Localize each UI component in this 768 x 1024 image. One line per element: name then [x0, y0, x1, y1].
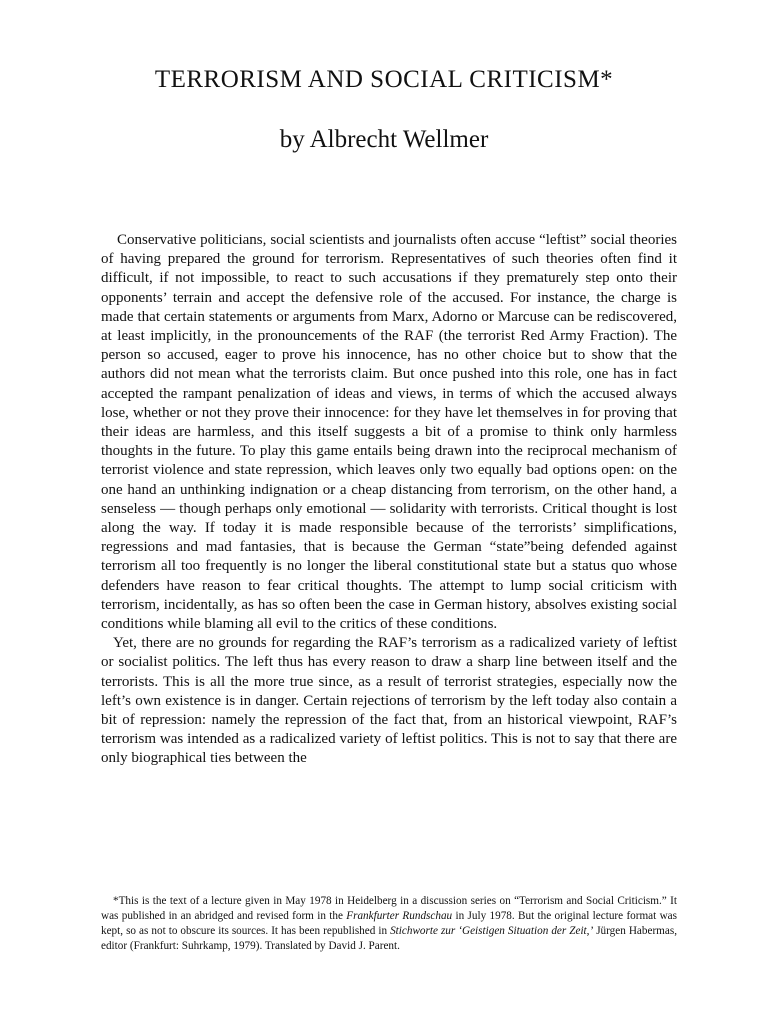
footnote-italic-stichworte: Stichworte zur ‘Geistigen Situation der Zeit,’ [390, 925, 594, 937]
footnote-text-2: in July 1978. But the original lecture format was kept, so as not to obscure its sources. It has been republished in [101, 910, 677, 937]
article-body [101, 231, 677, 769]
article-author: by Albrecht Wellmer [279, 126, 489, 153]
footnote-text-1: *This is the text of a lecture given in May 1978 in Heidelberg in a discussion series on “Terrorism and Social Criticism.” It was published in an abridged and revised form in the [101, 895, 677, 922]
footnote [101, 894, 677, 954]
body-paragraph-2: Yet, there are no grounds for regarding the RAF’s terrorism as a radicalized variety of leftist or socialist politics. The left thus has every reason to draw a sharp line between itself and the terrorists. This is all the more true since, as a result of terrorist strategies, especially now the left’s own existence is in danger. Certain rejections of terrorism by the left today also contain a bit of repression: namely the repression of the fact that, from an historical viewpoint, RAF’s terrorism was intended as a radicalized variety of leftist politics. This is not to say that there are only biographical ties between the [101, 635, 677, 767]
footnote-text-3: Jürgen Habermas, editor (Frankfurt: Suhrkamp, 1979). Translated by David J. Parent. [101, 925, 678, 952]
footnote-italic-frankfurter: Frankfurter Rundschau [346, 910, 453, 922]
body-paragraph-1: Conservative politicians, social scientists and journalists often accuse “leftist” social theories of having prepared the ground for terrorism. Representatives of such theories often find it difficult, if not impossible, to react to such accusations if they prematurely step onto their opponents’ terrain and accept the defensive role of the accused. For instance, the charge is made that certain statements or arguments from Marx, Adorno or Marcuse can be rediscovered, at least implicitly, in the pronouncements of the RAF (the terrorist Red Army Fraction). The person so accused, eager to prove his innocence, has no other choice but to show that the authors did not mean what the terrorists claim. But once pushed into this role, one has in fact accepted the rampant penalization of ideas and views, in terms of which the accused always lose, whether or not they prove their innocence: for they have let themselves in for proving that their ideas are harmless, and this itself suggests a bit of a promise to think only harmless thoughts in the future. To play this game entails being drawn into the reciprocal mechanism of terrorist violence and state repression, which leaves only two equally bad options open: on the one hand an unthinking indignation or a cheap distancing from terrorism, on the other hand, a senseless — though perhaps only emotional — solidarity with terrorists. Critical thought is lost along the way. If today it is made responsible because of the terrorists’ simplifications, regressions and mad fantasies, that is because the German “state”being defended against terrorism all too frequently is no longer the liberal constitutional state but a status quo whose defenders have reason to fear critical thoughts. The attempt to lump social criticism with terrorism, incidentally, as has so often been the case in German history, absolves existing social conditions while blaming all evil to the critics of these conditions. [101, 232, 677, 633]
article-title: TERRORISM AND SOCIAL CRITICISM* [154, 66, 614, 93]
